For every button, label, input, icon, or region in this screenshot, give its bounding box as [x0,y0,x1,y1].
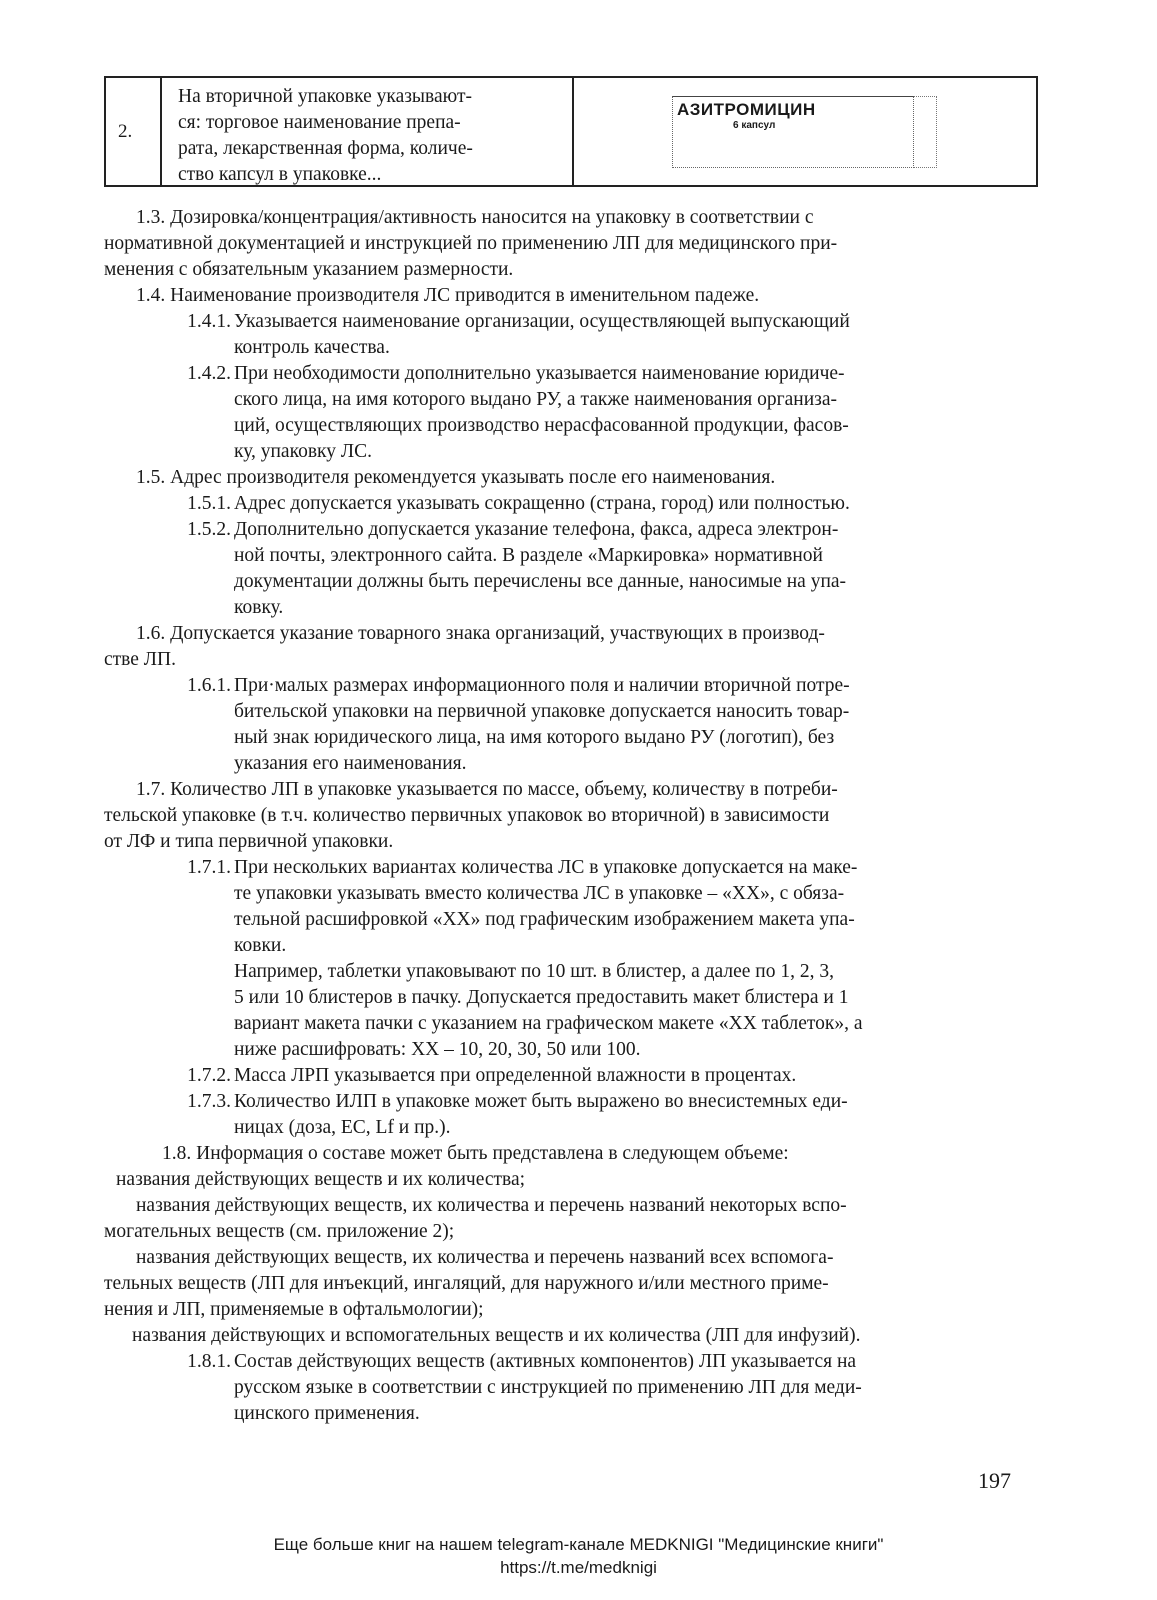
list-item: названия действующих веществ и их количества; [116,1169,526,1190]
footer-link[interactable]: https://t.me/medknigi [500,1558,657,1577]
package-illustration [672,96,914,168]
text-line: те упаковки указывать вместо количества ЛС в упаковке – «XX», с обяза- [234,883,845,904]
paragraph-1-4 [104,283,1038,309]
text-line: 1.8. Информация о составе может быть представлена в следующем объеме: [162,1143,789,1164]
text-line: ной почты, электронного сайта. В разделе «Маркировка» нормативной [234,545,823,566]
list-item: названия действующих и вспомогательных веществ и их количества (ЛП для инфузий). [132,1325,861,1346]
page-number: 197 [978,1468,1011,1493]
text-line: бительской упаковки на первичной упаковке допускается наносить товар- [234,701,850,722]
text-line: тельной расшифровкой «XX» под графическим изображением макета упа- [234,909,855,930]
text-line: 1.6. Допускается указание товарного знака организаций, участвующих в производ- [136,623,825,644]
row-text-line: рата, лекарственная форма, количе- [178,138,473,159]
text-line: При необходимости дополнительно указывается наименование юридиче- [234,363,845,384]
package-side-outline [914,96,937,168]
paragraph-1-5-2 [104,517,1038,621]
text-line: ку, упаковку ЛС. [234,441,372,462]
package-title: АЗИТРОМИЦИН [677,100,816,119]
item-number: 1.6.1. [187,675,231,696]
text-line: ковки. [234,935,287,956]
package-subtitle: 6 капсул [733,120,776,131]
text-line: ковку. [234,597,284,618]
text-line: Например, таблетки упаковывают по 10 шт. в блистер, а далее по 1, 2, 3, [234,961,834,982]
item-number: 1.7.1. [187,857,231,878]
text-line: стве ЛП. [104,649,176,670]
text-line: ницах (доза, ЕС, Lf и пр.). [234,1117,451,1138]
text-line: ций, осуществляющих производство нерасфасованной продукции, фасов- [234,415,849,436]
list-item: тельных веществ (ЛП для инъекций, ингаляций, для наружного и/или местного приме- [104,1273,829,1294]
text-line: контроль качества. [234,337,390,358]
text-line: 1.4. Наименование производителя ЛС приводится в именительном падеже. [136,285,760,306]
text-line: Масса ЛРП указывается при определенной влажности в процентах. [234,1065,797,1086]
row-number: 2. [118,120,133,142]
row-text-line: На вторичной упаковке указывают- [178,86,472,107]
item-number: 1.5.2. [187,519,231,540]
paragraph-1-4-2 [104,361,1038,465]
list-item: могательных веществ (см. приложение 2); [104,1221,455,1242]
text-line: 1.3. Дозировка/концентрация/активность наносится на упаковку в соответствии с [136,207,814,228]
text-line: менения с обязательным указанием размерности. [104,259,514,280]
text-line: цинского применения. [234,1403,420,1424]
text-line: ный знак юридического лица, на имя которого выдано РУ (логотип), без [234,727,835,748]
example-table [104,76,1038,187]
paragraph-1-6-1 [104,673,1038,777]
text-line: документации должны быть перечислены все данные, наносимые на упа- [234,571,847,592]
text-line: 1.5. Адрес производителя рекомендуется указывать после его наименования. [136,467,776,488]
paragraph-1-5-1 [104,491,1038,517]
text-line: 5 или 10 блистеров в пачку. Допускается предоставить макет блистера и 1 [234,987,849,1008]
paragraph-1-7-1 [104,855,1038,1063]
text-line: тельской упаковке (в т.ч. количество первичных упаковок во вторичной) в зависимости [104,805,830,826]
item-number: 1.8.1. [187,1351,231,1372]
list-item: названия действующих веществ, их количества и перечень названий всех вспомога- [136,1247,834,1268]
row-number-cell [106,78,162,185]
row-text-line: ся: торговое наименование препа- [178,112,461,133]
item-number: 1.4.2. [187,363,231,384]
row-text-line: ство капсул в упаковке... [178,164,382,185]
paragraph-1-4-1 [104,309,1038,361]
list-item: названия действующих веществ, их количества и перечень названий некоторых вспо- [136,1195,847,1216]
paragraph-1-3 [104,205,1038,283]
text-line: При нескольких вариантах количества ЛС в упаковке допускается на маке- [234,857,858,878]
item-number: 1.5.1. [187,493,231,514]
paragraph-1-7 [104,777,1038,855]
text-line: от ЛФ и типа первичной упаковки. [104,831,394,852]
paragraph-1-5 [104,465,1038,491]
text-line: 1.7. Количество ЛП в упаковке указывается по массе, объему, количеству в потреби- [136,779,838,800]
text-line: указания его наименования. [234,753,467,774]
text-line: Адрес допускается указывать сокращенно (страна, город) или полностью. [234,493,850,514]
list-item: нения и ЛП, применяемые в офтальмологии); [104,1299,484,1320]
package-illustration-cell [574,78,1036,185]
paragraph-1-7-3 [104,1089,1038,1141]
paragraph-1-8-1 [104,1349,1038,1427]
footer-promo-text: Еще больше книг на нашем telegram-канале MEDKNIGI "Медицинские книги" [273,1535,884,1554]
item-number: 1.7.2. [187,1065,231,1086]
row-description-cell [162,78,574,185]
item-number: 1.7.3. [187,1091,231,1112]
text-line: ского лица, на имя которого выдано РУ, а также наименования организа- [234,389,837,410]
text-line: Указывается наименование организации, осуществляющей выпускающий [234,311,850,332]
text-line: вариант макета пачки с указанием на графическом макете «XX таблеток», а [234,1013,863,1034]
text-line: При·малых размерах информационного поля и наличии вторичной потре- [234,675,850,696]
paragraph-1-6 [104,621,1038,673]
body-text [104,205,1038,1427]
paragraph-1-7-2 [104,1063,1038,1089]
text-line: Состав действующих веществ (активных компонентов) ЛП указывается на [234,1351,857,1372]
item-number: 1.4.1. [187,311,231,332]
text-line: Количество ИЛП в упаковке может быть выражено во внесистемных еди- [234,1091,848,1112]
text-line: нормативной документацией и инструкцией по применению ЛП для медицинского при- [104,233,838,254]
text-line: Дополнительно допускается указание телефона, факса, адреса электрон- [234,519,839,540]
text-line: русском языке в соответствии с инструкцией по применению ЛП для меди- [234,1377,862,1398]
text-line: ниже расшифровать: XX – 10, 20, 30, 50 или 100. [234,1039,641,1060]
paragraph-1-8 [104,1141,1038,1349]
